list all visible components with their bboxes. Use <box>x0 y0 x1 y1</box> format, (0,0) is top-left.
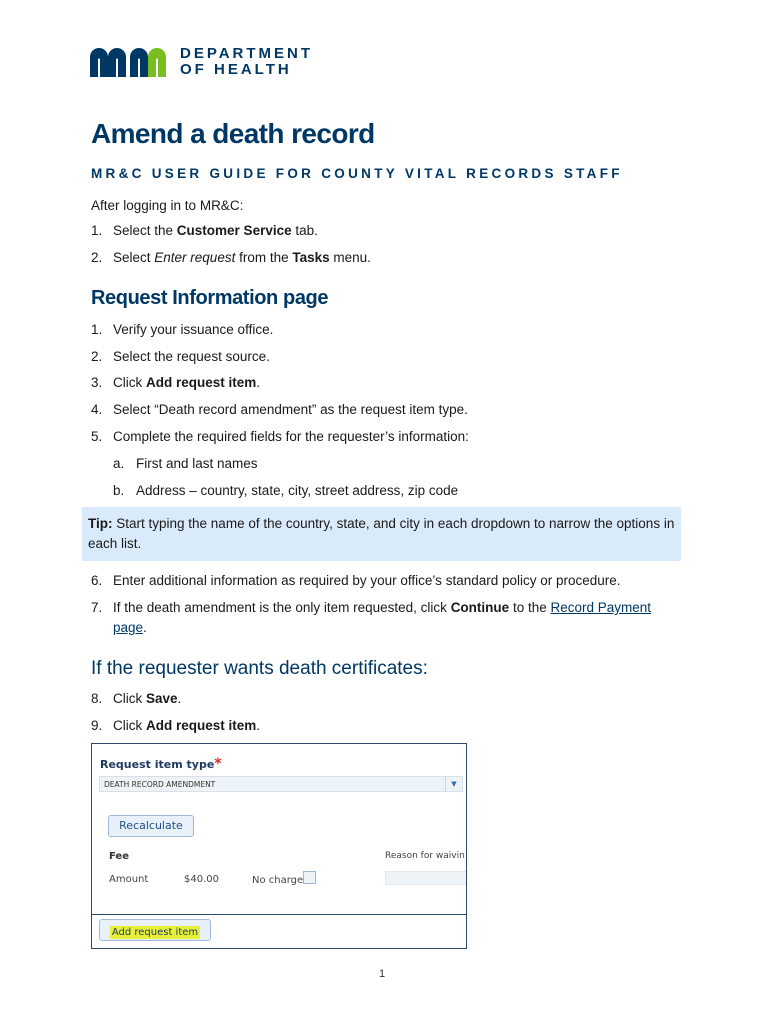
step-text: Click Add request item. <box>113 375 261 390</box>
divider <box>92 914 467 915</box>
step-number: 8. <box>91 691 103 706</box>
step-text: Complete the required fields for the requester’s information: <box>113 429 469 444</box>
mn-logo-icon <box>90 47 168 77</box>
step-number: 9. <box>91 718 103 733</box>
step-text: Click Save. <box>113 691 182 706</box>
step-number: 7. <box>91 600 103 615</box>
step-text: Select “Death record amendment” as the request item type. <box>113 402 468 417</box>
logo-line-2: OF HEALTH <box>180 61 292 78</box>
tip-text: Start typing the name of the country, state, and city in each dropdown to narrow the options in each list. <box>88 516 675 551</box>
section-heading-request-info: Request Information page <box>91 287 329 309</box>
step-number: 2. <box>91 250 103 265</box>
request-item-type-label: Request item type* <box>100 756 222 772</box>
substep-letter: a. <box>113 456 125 471</box>
record-payment-link[interactable]: Record Payment page <box>113 600 652 635</box>
required-asterisk: * <box>214 756 222 772</box>
step-text: Verify your issuance office. <box>113 322 274 337</box>
substep-text: Address – country, state, city, street address, zip code <box>136 483 459 498</box>
step-text: Select the Customer Service tab. <box>113 223 318 238</box>
request-item-type-select[interactable]: DEATH RECORD AMENDMENT ▼ <box>99 776 463 792</box>
step-number: 3. <box>91 375 103 390</box>
step-number: 5. <box>91 429 103 444</box>
step-text: Enter additional information as required by your office’s standard policy or procedure. <box>113 573 621 588</box>
reason-for-waiving-input[interactable] <box>385 871 467 885</box>
mdh-logo <box>90 44 313 80</box>
no-charge-label: No charge <box>252 875 304 886</box>
section-heading-certificates: If the requester wants death certificates: <box>91 658 428 679</box>
step-number: 1. <box>91 223 103 238</box>
no-charge-checkbox[interactable] <box>303 871 316 884</box>
substep-text: First and last names <box>136 456 258 471</box>
substep-letter: b. <box>113 483 125 498</box>
step-number: 1. <box>91 322 103 337</box>
step-number: 4. <box>91 402 103 417</box>
page-title: Amend a death record <box>91 118 375 149</box>
fee-label: Fee <box>109 851 129 862</box>
intro-text: After logging in to MR&C: <box>91 198 244 213</box>
tip-label: Tip: <box>88 516 113 531</box>
step-number: 6. <box>91 573 103 588</box>
page-number: 1 <box>379 968 386 980</box>
tip-box <box>82 507 681 561</box>
logo-line-1: DEPARTMENT <box>180 45 314 62</box>
step-text: If the death amendment is the only item requested, click Continue to the Record Payment page. <box>113 600 652 635</box>
step-number: 2. <box>91 349 103 364</box>
step-text: Select Enter request from the Tasks menu. <box>113 250 371 265</box>
step-text: Select the request source. <box>113 349 270 364</box>
amount-value: $40.00 <box>184 874 219 885</box>
request-item-screenshot <box>91 743 467 949</box>
amount-label: Amount <box>109 874 149 885</box>
page-subtitle: MR&C USER GUIDE FOR COUNTY VITAL RECORDS STAFF <box>91 166 623 181</box>
dropdown-arrow-icon[interactable]: ▼ <box>445 777 462 791</box>
add-request-item-button[interactable]: Add request item <box>99 919 211 941</box>
reason-for-waiving-label: Reason for waivin <box>385 851 465 861</box>
recalculate-button[interactable]: Recalculate <box>108 815 194 837</box>
step-text: Click Add request item. <box>113 718 261 733</box>
